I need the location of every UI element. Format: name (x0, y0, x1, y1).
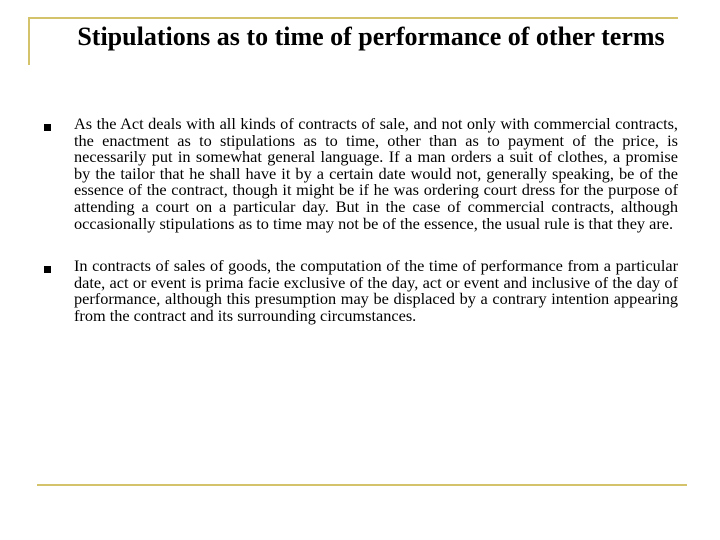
top-divider (28, 17, 678, 19)
slide-title: Stipulations as to time of performance of other terms (77, 22, 665, 51)
bullet-list (42, 116, 678, 351)
bottom-divider (37, 484, 687, 486)
bullet-text: In contracts of sales of goods, the computation of the time of performance from a particular date, act or event is prima facie exclusive of the day, act or event and inclusive of the day of performance, although this presumption may be displaced by a contrary intention appearing from the contract and its surrounding circumstances. (74, 256, 678, 325)
square-bullet-icon (44, 124, 51, 131)
square-bullet-icon (44, 266, 51, 273)
bullet-text: As the Act deals with all kinds of contracts of sale, and not only with commercial contracts, the enactment as to stipulations as to time, other than as to payment of the price, is necessarily put in somewhat general language. If a man orders a suit of clothes, a promise by the tailor that he shall have it by a certain date would not, generally speaking, be of the essence of the contract, though it might be if he was ordering court dress for the purpose of attending a court on a particular day. But in the case of commercial contracts, although occasionally stipulations as to time may not be of the essence, the usual rule is that they are. (74, 114, 678, 233)
left-divider (28, 17, 30, 65)
bullet-item (42, 258, 678, 324)
bullet-item (42, 116, 678, 232)
